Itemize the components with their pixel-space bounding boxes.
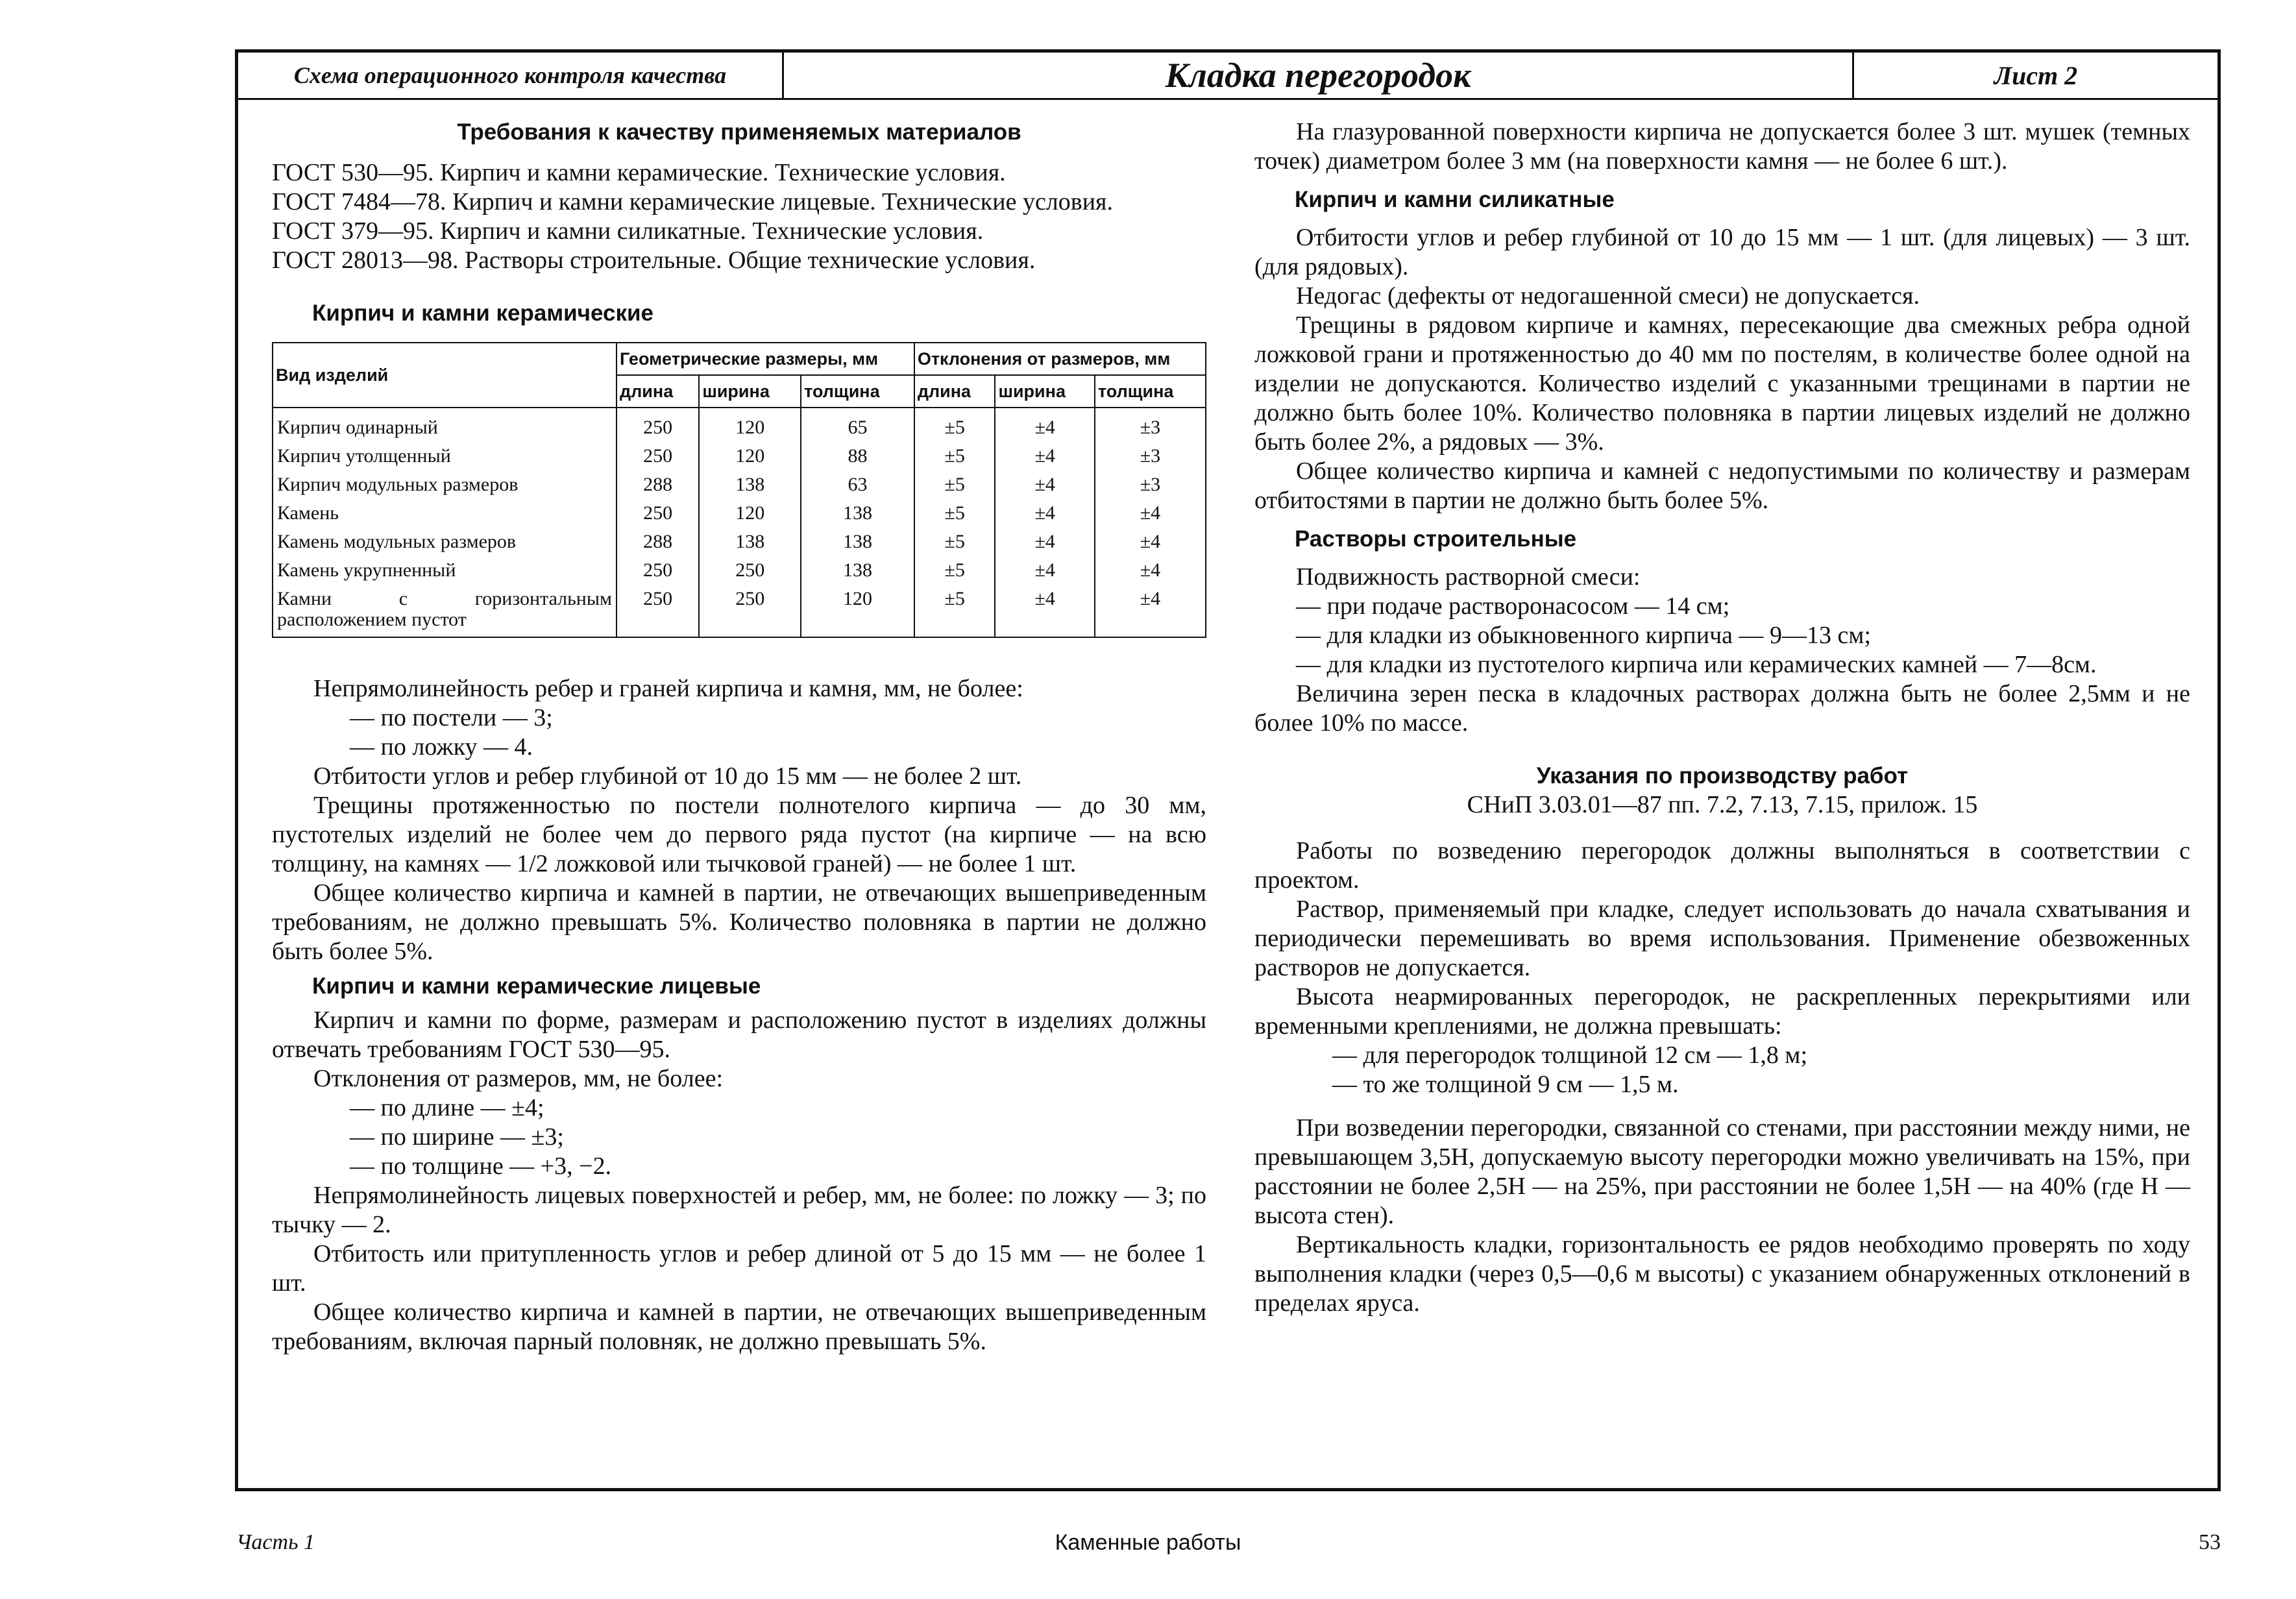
- table-header-type: Вид изделий: [273, 343, 617, 408]
- table-sub-header: ширина: [699, 375, 801, 408]
- paragraph: Непрямолинейность ребер и граней кирпича и камня, мм, не более:: [313, 675, 1023, 702]
- table-cell: 138: [699, 528, 801, 556]
- table-cell: ±4: [1095, 585, 1206, 637]
- table-row: [273, 470, 1206, 499]
- table-row: [273, 585, 1206, 637]
- page-number: 53: [2199, 1530, 2221, 1554]
- table-cell: 250: [617, 499, 699, 528]
- paragraph: Недогас (дефекты от недогашенной смеси) не допускается.: [1296, 282, 1920, 310]
- list-item: — по длине — ±4;: [350, 1094, 544, 1121]
- list-item: — при подаче растворонасосом — 14 см;: [1296, 592, 1730, 620]
- table-cell: Кирпич модульных размеров: [273, 470, 617, 499]
- page-frame: [235, 49, 2221, 1491]
- table-cell: ±5: [914, 585, 995, 637]
- table-cell: 138: [801, 528, 914, 556]
- table-cell: ±5: [914, 499, 995, 528]
- table-cell: 88: [801, 442, 914, 470]
- table-cell: Кирпич утолщенный: [273, 442, 617, 470]
- table-row: [273, 528, 1206, 556]
- paragraph: Общее количество кирпича и камней в партии, не отвечающих вышеприведенным требованиям, не должно превышать 5%. Количество половняка в партии не должно быть более 5%.: [272, 879, 1206, 965]
- gost-4: ГОСТ 28013—98. Растворы строительные. Общие технические условия.: [272, 247, 1036, 274]
- footer-part: Часть 1: [236, 1530, 315, 1554]
- table-cell: ±4: [995, 499, 1094, 528]
- header-title: Кладка перегородок: [784, 53, 1854, 98]
- paragraph: Отбитости углов и ребер глубиной от 10 до 15 мм — 1 шт. (для лицевых) — 3 шт. (для рядовых).: [1254, 224, 2190, 280]
- table-cell: Камни с горизонтальным расположением пустот: [273, 585, 617, 637]
- list-item: — по ложку — 4.: [350, 733, 533, 761]
- table-cell: ±5: [914, 528, 995, 556]
- works-reference: СНиП 3.03.01—87 пп. 7.2, 7.13, 7.15, прилож. 15: [1467, 791, 1978, 818]
- paragraph: Кирпич и камни по форме, размерам и расположению пустот в изделиях должны отвечать требованиям ГОСТ 530—95.: [272, 1007, 1206, 1063]
- silicate-heading: Кирпич и камни силикатные: [1295, 187, 1615, 212]
- paragraph: Трещины в рядовом кирпиче и камнях, пересекающие два смежных ребра одной ложковой грани и протяженностью до 40 мм по постелям, в количестве более одной на изделии не допускаются. Количество изделий с указанными трещинами в партии не должно быть более 10%. Количество половняка в партии лицевых изделий не должно быть более 2%, а рядовых — 3%.: [1254, 311, 2190, 456]
- table-cell: 250: [617, 585, 699, 637]
- paragraph: Работы по возведению перегородок должны выполняться в соответствии с проектом.: [1254, 837, 2190, 894]
- table-cell: 138: [801, 556, 914, 585]
- table-cell: 250: [617, 556, 699, 585]
- table-cell: Камень модульных размеров: [273, 528, 617, 556]
- table-cell: ±5: [914, 442, 995, 470]
- table-cell: ±4: [1095, 499, 1206, 528]
- paragraph: Общее количество кирпича и камней с недопустимыми по количеству и размерам отбитостями в партии не должно быть более 5%.: [1254, 458, 2190, 514]
- paragraph: Общее количество кирпича и камней в партии, не отвечающих вышеприведенным требованиям, включая парный половняк, не должно превышать 5%.: [272, 1299, 1206, 1355]
- table-row: [273, 499, 1206, 528]
- table-cell: 120: [699, 499, 801, 528]
- table-cell: 120: [699, 442, 801, 470]
- table-cell: 250: [617, 442, 699, 470]
- table-cell: ±4: [995, 408, 1094, 442]
- table-cell: ±4: [995, 528, 1094, 556]
- table-header-geom: Геометрические размеры, мм: [617, 343, 914, 375]
- table-cell: ±4: [995, 585, 1094, 637]
- header-bar: [238, 53, 2217, 100]
- paragraph: На глазурованной поверхности кирпича не допускается более 3 шт. мушек (темных точек) диаметром более 3 мм (на поверхности камня — не более 6 шт.).: [1254, 118, 2190, 175]
- paragraph: Трещины протяженностью по постели полнотелого кирпича — до 30 мм, пустотелых изделий не более чем до первого ряда пустот (на кирпиче — на всю толщину, на камнях — 1/2 ложковой или тычковой граней) — не более 1 шт.: [272, 792, 1206, 877]
- list-item: — для перегородок толщиной 12 см — 1,8 м;: [1332, 1042, 1808, 1069]
- ceramic-table: [272, 342, 1206, 638]
- materials-heading: Требования к качеству применяемых материалов: [457, 119, 1021, 145]
- table-cell: 138: [699, 470, 801, 499]
- table-cell: 120: [699, 408, 801, 442]
- table-row: [273, 408, 1206, 442]
- table-sub-header: длина: [617, 375, 699, 408]
- table-cell: Камень: [273, 499, 617, 528]
- list-item: — по постели — 3;: [350, 704, 553, 731]
- table-cell: ±4: [1095, 556, 1206, 585]
- table-sub-header: толщина: [801, 375, 914, 408]
- table-cell: ±4: [995, 470, 1094, 499]
- table-cell: 288: [617, 528, 699, 556]
- paragraph: Отклонения от размеров, мм, не более:: [313, 1065, 724, 1092]
- ceramic-heading: Кирпич и камни керамические: [312, 300, 653, 326]
- table-cell: 63: [801, 470, 914, 499]
- mortar-heading: Растворы строительные: [1295, 526, 1577, 552]
- paragraph: Отбитости углов и ребер глубиной от 10 до 15 мм — не более 2 шт.: [313, 763, 1022, 790]
- table-cell: ±5: [914, 556, 995, 585]
- gost-2: ГОСТ 7484—78. Кирпич и камни керамические лицевые. Технические условия.: [272, 188, 1114, 215]
- table-cell: ±4: [995, 442, 1094, 470]
- right-column: [1254, 117, 2190, 1318]
- header-sheet: Лист 2: [1994, 60, 2078, 90]
- gost-3: ГОСТ 379—95. Кирпич и камни силикатные. Технические условия.: [272, 217, 984, 245]
- paragraph: Отбитость или притупленность углов и ребер длиной от 5 до 15 мм — не более 1 шт.: [272, 1240, 1206, 1297]
- table-header-dev: Отклонения от размеров, мм: [914, 343, 1206, 375]
- list-item: — по толщине — +3, −2.: [350, 1153, 612, 1180]
- table-sub-header: длина: [914, 375, 995, 408]
- table-sub-header: толщина: [1095, 375, 1206, 408]
- table-cell: 250: [617, 408, 699, 442]
- footer-section: Каменные работы: [1055, 1530, 1241, 1555]
- table-cell: ±3: [1095, 408, 1206, 442]
- header-left: Схема операционного контроля качества: [238, 53, 784, 98]
- table-row: [273, 442, 1206, 470]
- table-cell: 138: [801, 499, 914, 528]
- left-column: [272, 117, 1206, 1356]
- list-item: — для кладки из обыкновенного кирпича — 9—13 см;: [1296, 622, 1872, 649]
- table-cell: Кирпич одинарный: [273, 408, 617, 442]
- table-cell: 250: [699, 585, 801, 637]
- works-heading: Указания по производству работ: [1536, 763, 1909, 788]
- paragraph: Раствор, применяемый при кладке, следует использовать до начала схватывания и периодически перемешивать во время использования. Применение обезвоженных растворов не допускается.: [1254, 896, 2190, 981]
- table-cell: ±3: [1095, 442, 1206, 470]
- table-cell: 288: [617, 470, 699, 499]
- table-cell: ±5: [914, 470, 995, 499]
- table-cell: ±5: [914, 408, 995, 442]
- facing-heading: Кирпич и камни керамические лицевые: [312, 973, 761, 999]
- list-item: — для кладки из пустотелого кирпича или керамических камней — 7—8см.: [1296, 651, 2097, 678]
- table-cell: Камень укрупненный: [273, 556, 617, 585]
- table-cell: ±4: [995, 556, 1094, 585]
- table-cell: ±3: [1095, 470, 1206, 499]
- table-cell: 250: [699, 556, 801, 585]
- paragraph: Высота неармированных перегородок, не раскрепленных перекрытиями или временными креплениями, не должна превышать:: [1254, 983, 2190, 1040]
- table-cell: 65: [801, 408, 914, 442]
- list-item: — по ширине — ±3;: [350, 1123, 564, 1151]
- list-item: — то же толщиной 9 см — 1,5 м.: [1332, 1071, 1679, 1098]
- table-sub-header: ширина: [995, 375, 1094, 408]
- paragraph: При возведении перегородки, связанной со стенами, при расстоянии между ними, не превышающем 3,5H, допускаемую высоту перегородки можно увеличивать на 15%, при расстоянии не более 2,5H — на 25%, при расстоянии не более 1,5H — на 40% (где H — высота стен).: [1254, 1114, 2190, 1229]
- table-row: [273, 556, 1206, 585]
- gost-1: ГОСТ 530—95. Кирпич и камни керамические. Технические условия.: [272, 159, 1006, 186]
- paragraph: Подвижность растворной смеси:: [1296, 563, 1641, 591]
- paragraph: Вертикальность кладки, горизонтальность ее рядов необходимо проверять по ходу выполнения кладки (через 0,5—0,6 м высоты) с указанием обнаруженных отклонений в пределах яруса.: [1254, 1231, 2190, 1317]
- table-cell: 120: [801, 585, 914, 637]
- paragraph: Величина зерен песка в кладочных растворах должна быть не более 2,5мм и не более 10% по массе.: [1254, 680, 2190, 737]
- paragraph: Непрямолинейность лицевых поверхностей и ребер, мм, не более: по ложку — 3; по тычку — 2.: [272, 1182, 1206, 1238]
- table-cell: ±4: [1095, 528, 1206, 556]
